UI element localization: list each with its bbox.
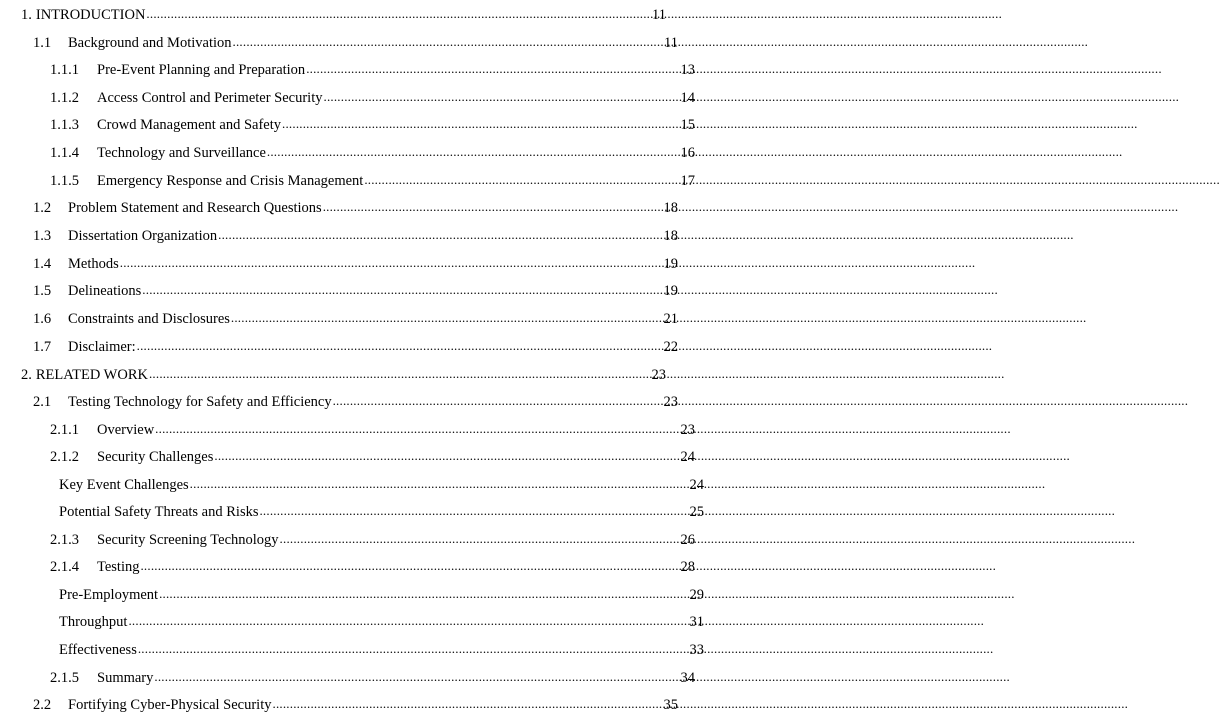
toc-entry-constraints-disclosures[interactable] [0,308,678,328]
toc-entry-title: Overview [97,422,155,438]
toc-entry-page: 13 [680,62,695,78]
toc-entry-background-motivation[interactable] [0,32,678,52]
toc-entry-number: 1.1 [33,35,52,51]
toc-entry-title: Problem Statement and Research Questions [68,200,322,216]
toc-entry-title: Methods [68,256,119,272]
toc-entry-page: 19 [663,256,678,272]
toc-entry-number: 1. [21,7,32,23]
toc-entry-page: 11 [664,35,678,51]
toc-entry-title: INTRODUCTION [35,7,146,23]
toc-entry-number: 2. [21,367,32,383]
toc-entry-page: 35 [663,697,678,713]
toc-entry-page: 15 [680,117,695,133]
toc-entry-security-challenges[interactable] [0,446,695,466]
toc-entry-number: 2.1.3 [50,532,79,548]
toc-entry-page: 28 [680,559,695,575]
toc-entry-page: 16 [680,145,695,161]
toc-entry-page: 29 [689,587,704,603]
toc-entry-page: 21 [663,311,678,327]
toc-entry-title: Effectiveness [59,642,137,658]
toc-entry-title: Pre-Event Planning and Preparation [97,62,306,78]
toc-entry-title: Emergency Response and Crisis Management [97,173,364,189]
toc-entry-number: 1.3 [33,228,52,244]
toc-entry-number: 1.7 [33,339,52,355]
toc-entry-number: 1.1.3 [50,117,79,133]
toc-entry-number: 2.1.4 [50,559,79,575]
toc-entry-page: 17 [680,173,695,189]
toc-entry-title: Crowd Management and Safety [97,117,282,133]
dot-leader [128,611,686,631]
toc-entry-page: 23 [651,367,666,383]
toc-entry-page: 23 [663,394,678,410]
toc-entry-crowd-management[interactable] [0,114,695,134]
dot-leader [155,419,677,439]
toc-entry-number: 1.1.4 [50,145,79,161]
toc-entry-number: 1.4 [33,256,52,272]
toc-entry-number: 2.1 [33,394,52,410]
toc-entry-title: Delineations [68,283,142,299]
toc-entry-number: 1.1.5 [50,173,79,189]
toc-entry-number: 2.2 [33,697,52,713]
toc-entry-page: 23 [680,422,695,438]
toc-entry-page: 34 [680,670,695,686]
dot-leader [306,59,677,79]
dot-leader [149,364,648,384]
toc-entry-number: 1.5 [33,283,52,299]
toc-entry-testing-technology[interactable] [0,391,678,411]
toc-entry-title: Pre-Employment [59,587,159,603]
toc-entry-access-control[interactable] [0,87,695,107]
toc-entry-overview[interactable] [0,419,695,439]
toc-entry-page: 14 [680,90,695,106]
dot-leader [138,639,686,659]
toc-entry-title: Potential Safety Threats and Risks [59,504,259,520]
toc-entry-pre-employment[interactable] [0,584,704,604]
toc-entry-number: 1.1.2 [50,90,79,106]
dot-leader [324,87,678,107]
toc-entry-page: 25 [689,504,704,520]
toc-entry-title: Dissertation Organization [68,228,218,244]
dot-leader [214,446,677,466]
toc-entry-title: Key Event Challenges [59,477,189,493]
dot-leader [218,225,660,245]
dot-leader [233,32,660,52]
dot-leader [140,556,677,576]
toc-entry-title: Constraints and Disclosures [68,311,230,327]
toc-entry-number: 1.6 [33,311,52,327]
dot-leader [282,114,677,134]
toc-entry-number: 1.1.1 [50,62,79,78]
toc-entry-page: 26 [680,532,695,548]
toc-entry-title: Fortifying Cyber-Physical Security [68,697,272,713]
toc-entry-page: 18 [663,228,678,244]
toc-entry-title: Security Screening Technology [97,532,279,548]
dot-leader [159,584,686,604]
toc-entry-page: 11 [652,7,666,23]
toc-entry-effectiveness[interactable] [0,639,704,659]
toc-entry-title: Disclaimer: [68,339,136,355]
toc-entry-related-work[interactable] [0,364,666,384]
toc-entry-dissertation-organization[interactable] [0,225,678,245]
toc-entry-emergency-response[interactable] [0,170,695,190]
dot-leader [154,667,677,687]
toc-entry-disclaimer[interactable] [0,336,678,356]
toc-entry-fortifying-cyber-physical[interactable] [0,694,678,714]
toc-entry-title: Testing Technology for Safety and Efficiency [68,394,332,410]
toc-entry-number: 2.1.1 [50,422,79,438]
dot-leader [273,694,661,714]
dot-leader [280,529,677,549]
toc-entry-number: 1.2 [33,200,52,216]
dot-leader [137,336,660,356]
toc-entry-page: 33 [689,642,704,658]
toc-entry-problem-statement[interactable] [0,197,678,217]
toc-entry-technology-surveillance[interactable] [0,142,695,162]
toc-entry-number: 2.1.5 [50,670,79,686]
toc-entry-page: 22 [663,339,678,355]
toc-entry-title: Background and Motivation [68,35,232,51]
toc-entry-title: RELATED WORK [35,367,148,383]
toc-entry-title: Technology and Surveillance [97,145,266,161]
dot-leader [259,501,686,521]
toc-entry-title: Summary [97,670,154,686]
toc-entry-page: 24 [680,449,695,465]
toc-entry-testing[interactable] [0,556,695,576]
toc-entry-page: 18 [663,200,678,216]
dot-leader [142,280,660,300]
toc-entry-number: 2.1.2 [50,449,79,465]
toc-entry-title: Security Challenges [97,449,214,465]
toc-entry-title: Throughput [59,614,128,630]
dot-leader [146,4,648,24]
dot-leader [190,474,686,494]
toc-entry-summary[interactable] [0,667,695,687]
dot-leader [267,142,677,162]
toc-entry-key-event-challenges[interactable] [0,474,704,494]
toc-entry-title: Testing [97,559,140,575]
dot-leader [120,253,660,273]
toc-entry-delineations[interactable] [0,280,678,300]
toc-entry-potential-safety-threats[interactable] [0,501,704,521]
dot-leader [364,170,677,190]
dot-leader [231,308,660,328]
toc-entry-security-screening-technology[interactable] [0,529,695,549]
toc-entry-introduction[interactable] [0,4,666,24]
dot-leader [323,197,660,217]
toc-entry-page: 24 [689,477,704,493]
toc-entry-page: 19 [663,283,678,299]
dot-leader [333,391,660,411]
toc-entry-throughput[interactable] [0,611,704,631]
toc-entry-page: 31 [689,614,704,630]
toc-entry-methods[interactable] [0,253,678,273]
toc-entry-title: Access Control and Perimeter Security [97,90,323,106]
toc-entry-pre-event-planning[interactable] [0,59,695,79]
